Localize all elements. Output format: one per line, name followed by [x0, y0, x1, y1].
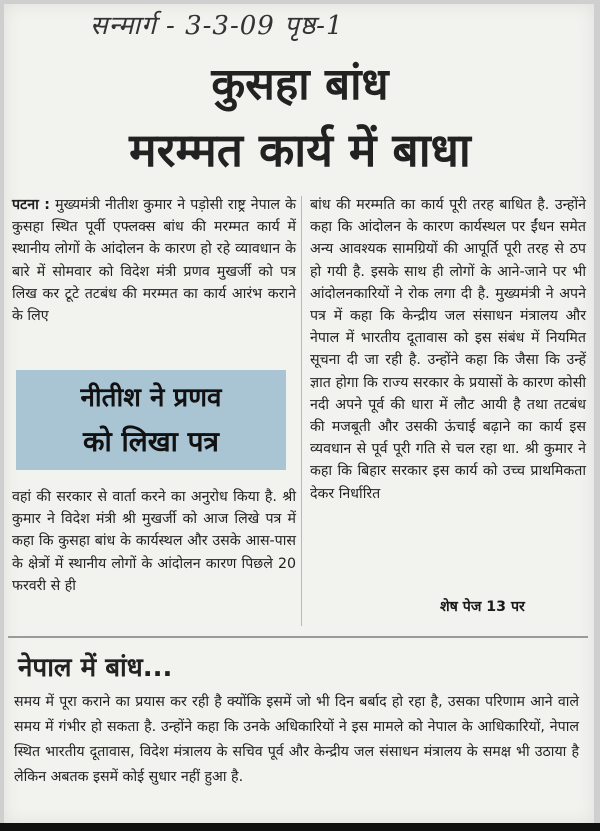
continued-note: शेष पेज 13 पर [440, 599, 525, 615]
headline-line-2: मरम्मत कार्य में बाधा [129, 123, 471, 177]
article-column-left-bottom [12, 486, 296, 597]
scan-edge [0, 823, 600, 831]
column-divider [301, 196, 302, 626]
continuation-heading: नेपाल में बांध... [18, 653, 173, 683]
subheading-line-1: नीतीश ने प्रणव [80, 383, 222, 413]
article-column-right [310, 194, 586, 505]
handwritten-note: सन्मार्ग - 3-3-09 पृष्ठ-1 [90, 11, 344, 41]
subheading-line-2: को लिखा पत्र [82, 425, 219, 458]
section-divider [8, 636, 588, 638]
article-column-left-top [12, 194, 296, 327]
article-text: बांध की मरम्मति का कार्य पूरी तरह बाधित है. उन्होंने कहा कि आंदोलन के कारण कार्यस्थल पर ईंधन समेत अन्य आवश्यक सामग्रियों की आपूर्ति पूरी तरह से ठप हो गयी है. इसके साथ ही लोगों के आने-जाने पर भी आंदोलनकारियों ने रोक लगा दी है. मुख्यमंत्री ने अपने पत्र में कहा कि केन्द्रीय जल संसाधन मंत्रालय और नेपाल में भारतीय दूतावास को इस संबंध में नियमित सूचना दी जा रही है. उन्होंने कहा कि जैसा कि उन्हें ज्ञात होगा कि राज्य सरकार के प्रयासों के कारण कोसी नदी अपने पूर्व की धारा में लौट आयी है तथा तटबंध की मजबूती और उसकी ऊंचाई बढ़ाने का कार्य इस व्यवधान से पूर्व पूरी गति से चल रहा था. श्री कुमार ने कहा कि बिहार सरकार इस कार्य को उच्च प्राथमिकता देकर निर्धारित [310, 197, 586, 502]
article-text: वहां की सरकार से वार्ता करने का अनुरोध किया है. श्री कुमार ने विदेश मंत्री श्री मुखर्जी को आज लिखे पत्र में कहा कि कुसहा बांध के कार्यस्थल और उसके आस-पास के क्षेत्रों में स्थानीय लोगों के आंदोलन कारण पिछले 20 फरवरी से ही [12, 489, 296, 594]
continuation-text: समय में पूरा कराने का प्रयास कर रही है क्योंकि इसमें जो भी दिन बर्बाद हो रहा है, उसका परिणाम आने वाले समय में गंभीर हो सकता है. उन्होंने कहा कि उनके अधिकारियों ने इस मामले को नेपाल के आधिकारियों, नेपाल स्थित भारतीय दूतावास, विदेश मंत्रालय के सचिव पूर्व और केन्द्रीय जल संसाधन मंत्रालय के समक्ष भी उठाया है लेकिन अबतक इसमें कोई सुधार नहीं हुआ है. [14, 694, 579, 785]
headline-line-1: कुसहा बांध [211, 59, 389, 110]
article-text: मुख्यमंत्री नीतीश कुमार ने पड़ोसी राष्ट्र नेपाल के कुसहा स्थित पूर्वी एफ्लक्स बांध की मरम्मत कार्य में स्थानीय लोगों के आंदोलन के कारण हो रहे व्यावधान के बारे में सोमवार को विदेश मंत्री प्रणव मुखर्जी को पत्र लिख कर टूटे तटबंध की मरम्मत का कार्य आरंभ कराने के लिए [12, 197, 296, 325]
subheading-box [16, 370, 286, 470]
dateline: पटना : [12, 197, 50, 213]
